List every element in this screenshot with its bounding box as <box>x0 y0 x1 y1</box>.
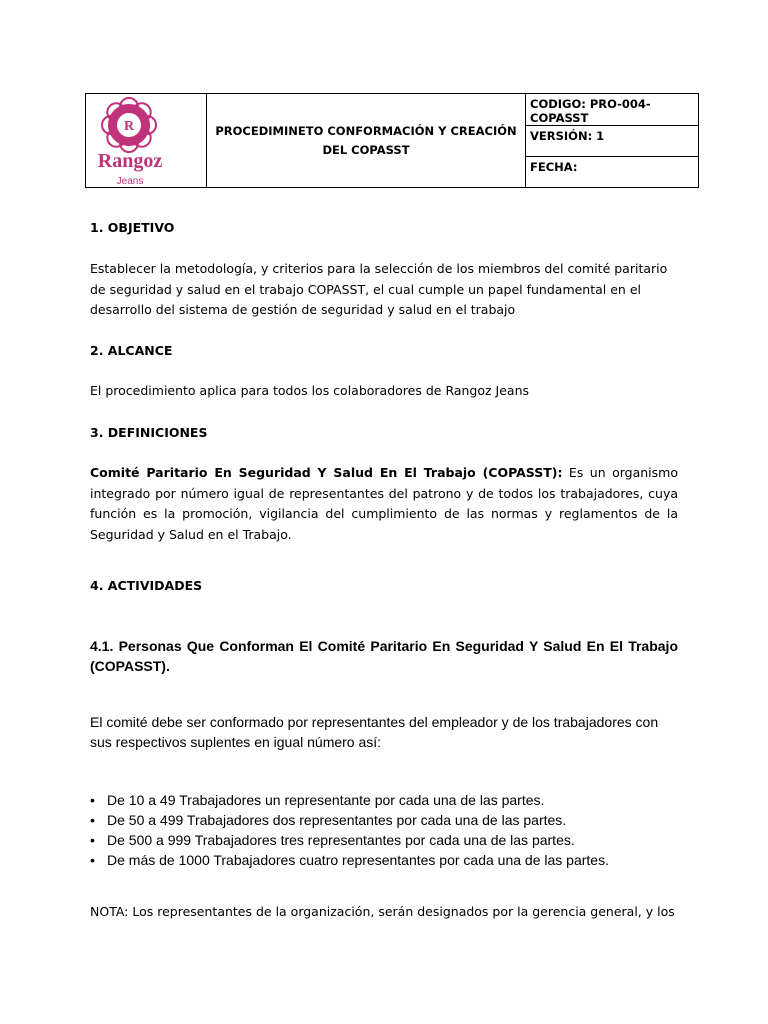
codigo-label: CODIGO: PRO-004-COPASST <box>530 97 651 125</box>
definicion-term: Comité Paritario En Seguridad Y Salud En El Trabajo (COPASST): <box>90 465 563 480</box>
logo-cell <box>86 94 207 188</box>
subheading-4-1: 4.1. Personas Que Conforman El Comité Paritario En Seguridad Y Salud En El Trabajo (COPASST). <box>90 638 678 674</box>
list-item: • De 50 a 499 Trabajadores dos representantes por cada una de las partes. <box>90 810 678 830</box>
definiciones-heading: 3. DEFINICIONES <box>90 425 208 440</box>
document-header-table <box>85 93 699 188</box>
codigo-cell <box>526 94 699 126</box>
representantes-list <box>90 790 678 870</box>
comite-paragraph: El comité debe ser conformado por representantes del empleador y de los trabajadores con sus respectivos suplentes en igual número así: <box>90 714 659 750</box>
version-cell <box>526 126 699 157</box>
list-item: • De más de 1000 Trabajadores cuatro representantes por cada una de las partes. <box>90 850 678 870</box>
definicion-text: Es un organismo integrado por número igual de representantes del patrono y de todos los trabajadores, cuya función es la promoción, vigilancia del cumplimiento de las normas y reglamentos de la Seguridad y Salud en el Trabajo. <box>90 465 678 542</box>
company-logo <box>86 95 206 187</box>
fecha-label: FECHA: <box>530 160 578 174</box>
alcance-paragraph: El procedimiento aplica para todos los colaboradores de Rangoz Jeans <box>90 383 530 398</box>
logo-sub-text: Jeans <box>116 175 144 187</box>
objetivo-heading: 1. OBJETIVO <box>90 220 175 235</box>
list-item: • De 500 a 999 Trabajadores tres representantes por cada una de las partes. <box>90 830 678 850</box>
alcance-heading: 2. ALCANCE <box>90 343 173 358</box>
logo-brand-text: Rangoz <box>97 149 163 172</box>
version-label: VERSIÓN: 1 <box>530 129 605 143</box>
fecha-cell <box>526 157 699 188</box>
document-title: PROCEDIMINETO CONFORMACIÓN Y CREACIÓN DEL COPASST <box>207 94 526 188</box>
flower-logo-icon <box>86 95 206 187</box>
list-item: • De 10 a 49 Trabajadores un representante por cada una de las partes. <box>90 790 678 810</box>
logo-letter: R <box>123 118 135 134</box>
nota-paragraph: NOTA: Los representantes de la organización, serán designados por la gerencia general, y los <box>90 904 675 919</box>
actividades-heading: 4. ACTIVIDADES <box>90 578 203 593</box>
definicion-paragraph <box>90 463 678 545</box>
objetivo-paragraph: Establecer la metodología, y criterios para la selección de los miembros del comité paritario de seguridad y salud en el trabajo COPASST, el cual cumple un papel fundamental en el desarrollo del sistema de gestión de seguridad y salud en el trabajo <box>90 261 668 317</box>
